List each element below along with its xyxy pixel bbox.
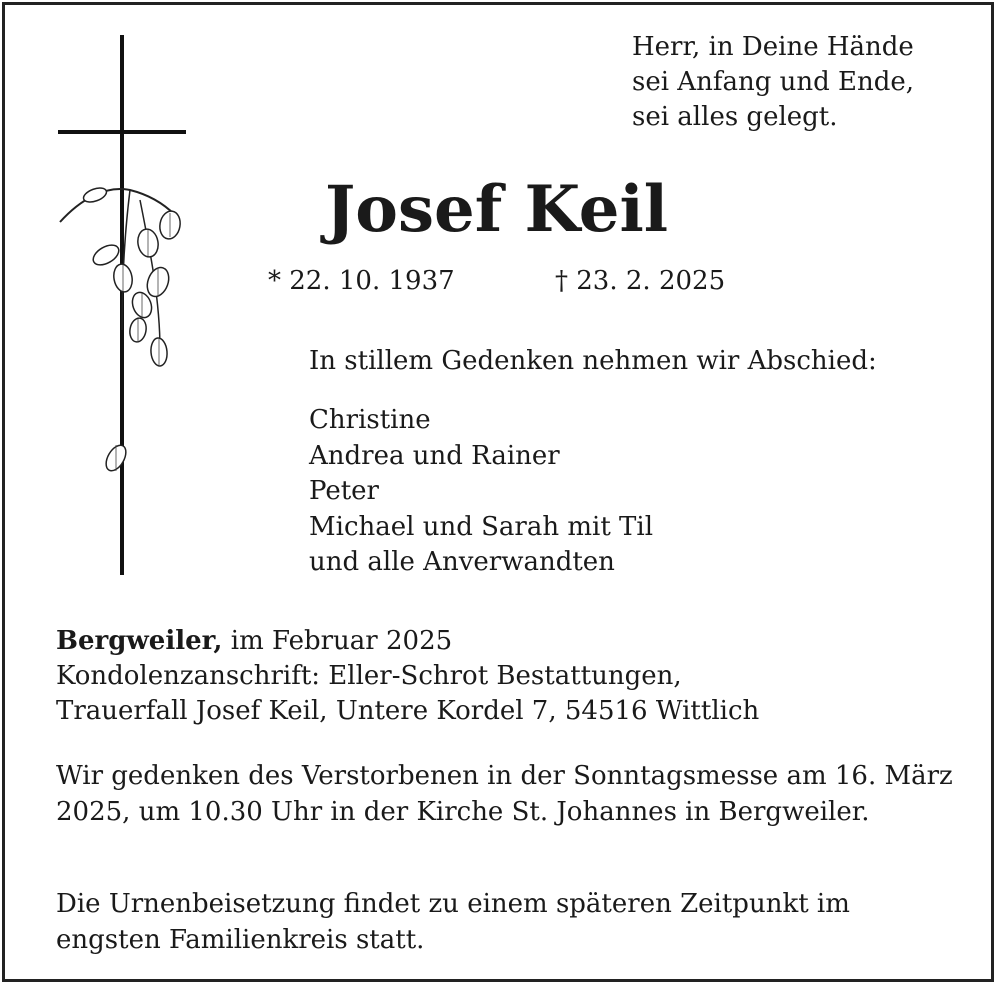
mourner: und alle Anverwandten <box>309 547 615 577</box>
place-date-line <box>56 624 759 659</box>
deceased-name: Josef Keil <box>325 172 669 247</box>
condolence-address-line-2: Trauerfall Josef Keil, Untere Kordel 7, 54516 Wittlich <box>56 696 760 726</box>
birth-date: * 22. 10. 1937 <box>268 266 455 296</box>
verse-line: Herr, in Deine Hände <box>632 32 914 62</box>
farewell-intro: In stillem Gedenken nehmen wir Abschied: <box>309 346 877 376</box>
memorial-mass-text: Wir gedenken des Verstorbenen in der Sonntagsmesse am 16. März 2025, um 10.30 Uhr in der Kirche St. Johannes in Bergweiler. <box>56 761 953 827</box>
place-and-address <box>56 624 759 729</box>
town: Bergweiler, <box>56 626 223 656</box>
mourner: Andrea und Rainer <box>309 440 560 471</box>
mourners-list <box>309 403 653 581</box>
condolence-address-line-1: Kondolenzanschrift: Eller-Schrot Bestattungen, <box>56 661 682 691</box>
death-date: † 23. 2. 2025 <box>555 266 726 296</box>
verse-line: sei alles gelegt. <box>632 102 838 132</box>
month-year: im Februar 2025 <box>222 626 453 656</box>
verse-line: sei Anfang und Ende, <box>632 67 915 97</box>
bible-verse <box>632 30 914 135</box>
cross-with-birch-branch-icon <box>50 30 190 580</box>
urn-burial-text: Die Urnenbeisetzung findet zu einem späteren Zeitpunkt im engsten Familienkreis statt. <box>56 889 850 955</box>
mourner: Christine <box>309 405 431 435</box>
mourner: Michael und Sarah mit Til <box>309 511 654 542</box>
mourner: Peter <box>309 476 379 506</box>
